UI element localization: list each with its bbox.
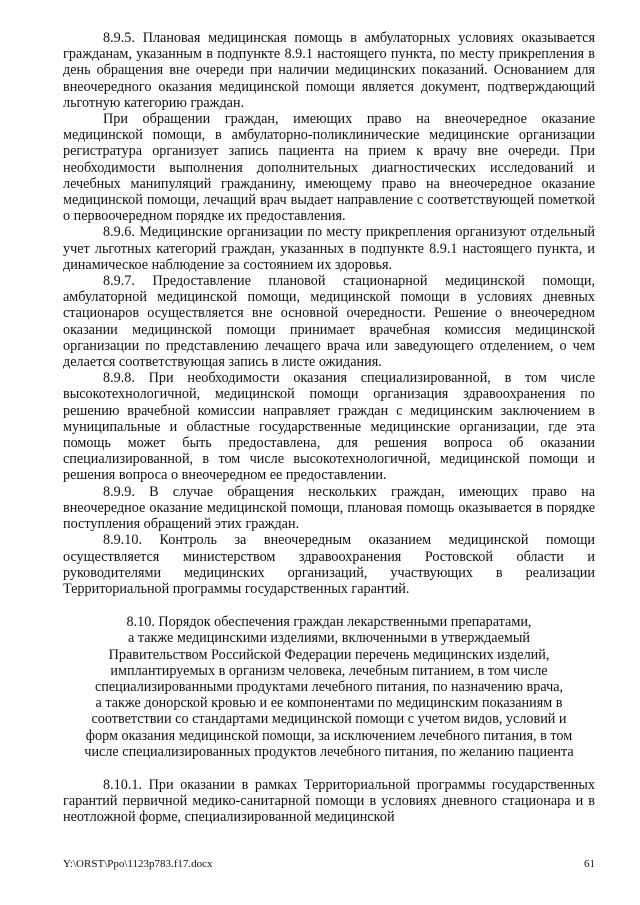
paragraph-8-9-10: 8.9.10. Контроль за внеочередным оказанием медицинской помощи осуществляется министерством здравоохранения Ростовской области и руководителями медицинских организаций, участвующих в реализации Территориальной программы государственных гарантий. bbox=[63, 532, 595, 597]
heading-line: форм оказания медицинской помощи, за исключением лечебного питания, в том bbox=[85, 727, 573, 744]
section-heading-8-10 bbox=[63, 614, 595, 760]
document-page bbox=[63, 30, 595, 826]
heading-line: 8.10. Порядок обеспечения граждан лекарственными препаратами, bbox=[126, 614, 532, 631]
paragraph-8-9-7: 8.9.7. Предоставление плановой стационарной медицинской помощи, амбулаторной медицинской помощи, медицинской помощи в условиях дневных стационаров осуществляется вне основной очередности. Решение о внеочередном оказании медицинской помощи принимает врачебная комиссия медицинской организации по представлению лечащего врача или заведующего отделением, о чем делается соответствующая запись в листе ожидания. bbox=[63, 273, 595, 371]
page-number: 61 bbox=[584, 858, 595, 870]
paragraph-8-10-1: 8.10.1. При оказании в рамках Территориальной программы государственных гарантий первичной медико-санитарной помощи в условиях дневного стационара и в неотложной форме, специализированной медицинской bbox=[63, 776, 595, 826]
heading-line: а также медицинскими изделиями, включенными в утверждаемый bbox=[127, 630, 531, 647]
heading-line: имплантируемых в организм человека, лечебным питанием, в том числе bbox=[110, 662, 548, 679]
paragraph-8-9-8: 8.9.8. При необходимости оказания специализированной, в том числе высокотехнологичной, медицинской помощи организация здравоохранения по решению врачебной комиссии направляет граждан с медицинским заключением в муниципальные и областные государственные медицинские организации, где эта помощь может быть предоставлена, для решения вопроса об оказании специализированной, в том числе высокотехнологичной, медицинской помощи и решения вопроса о внеочередном ее предоставлении. bbox=[63, 370, 595, 484]
heading-line: Правительством Российской Федерации перечень медицинских изделий, bbox=[108, 646, 550, 663]
heading-line: числе специализированных продуктов лечебного питания, по желанию пациента bbox=[84, 743, 574, 760]
paragraph-8-9-6: 8.9.6. Медицинские организации по месту прикрепления организуют отдельный учет льготных категорий граждан, указанных в подпункте 8.9.1 настоящего пункта, и динамическое наблюдение за состоянием их здоровья. bbox=[63, 224, 595, 273]
paragraph-8-9-5-continued: При обращении граждан, имеющих право на внеочередное оказание медицинской помощи, в амбулаторно-поликлинические медицинские организации регистратура организует запись пациента на прием к врачу вне очереди. При необходимости выполнения дополнительных диагностических исследований и лечебных манипуляций гражданину, имеющему право на внеочередное оказание медицинской помощи, лечащий врач выдает направление с соответствующей пометкой о первоочередном порядке их предоставления. bbox=[63, 111, 595, 225]
heading-line: соответствии со стандартами медицинской помощи с учетом видов, условий и bbox=[91, 711, 567, 728]
paragraph-8-9-5: 8.9.5. Плановая медицинская помощь в амбулаторных условиях оказывается гражданам, указанным в подпункте 8.9.1 настоящего пункта, по месту прикрепления в день обращения вне очереди при наличии медицинских показаний. Основанием для внеочередного оказания медицинской помощи является документ, подтверждающий льготную категорию граждан. bbox=[63, 30, 595, 111]
heading-line: специализированными продуктами лечебного питания, по назначению врача, bbox=[94, 678, 564, 695]
paragraph-8-9-9: 8.9.9. В случае обращения нескольких граждан, имеющих право на внеочередное оказание медицинской помощи, плановая помощь оказывается в порядке поступления обращений этих граждан. bbox=[63, 483, 595, 533]
heading-line: а также донорской кровью и ее компонентами по медицинским показаниям в bbox=[95, 695, 563, 712]
file-path: Y:\ORST\Ppo\1123p783.f17.docx bbox=[63, 858, 213, 870]
